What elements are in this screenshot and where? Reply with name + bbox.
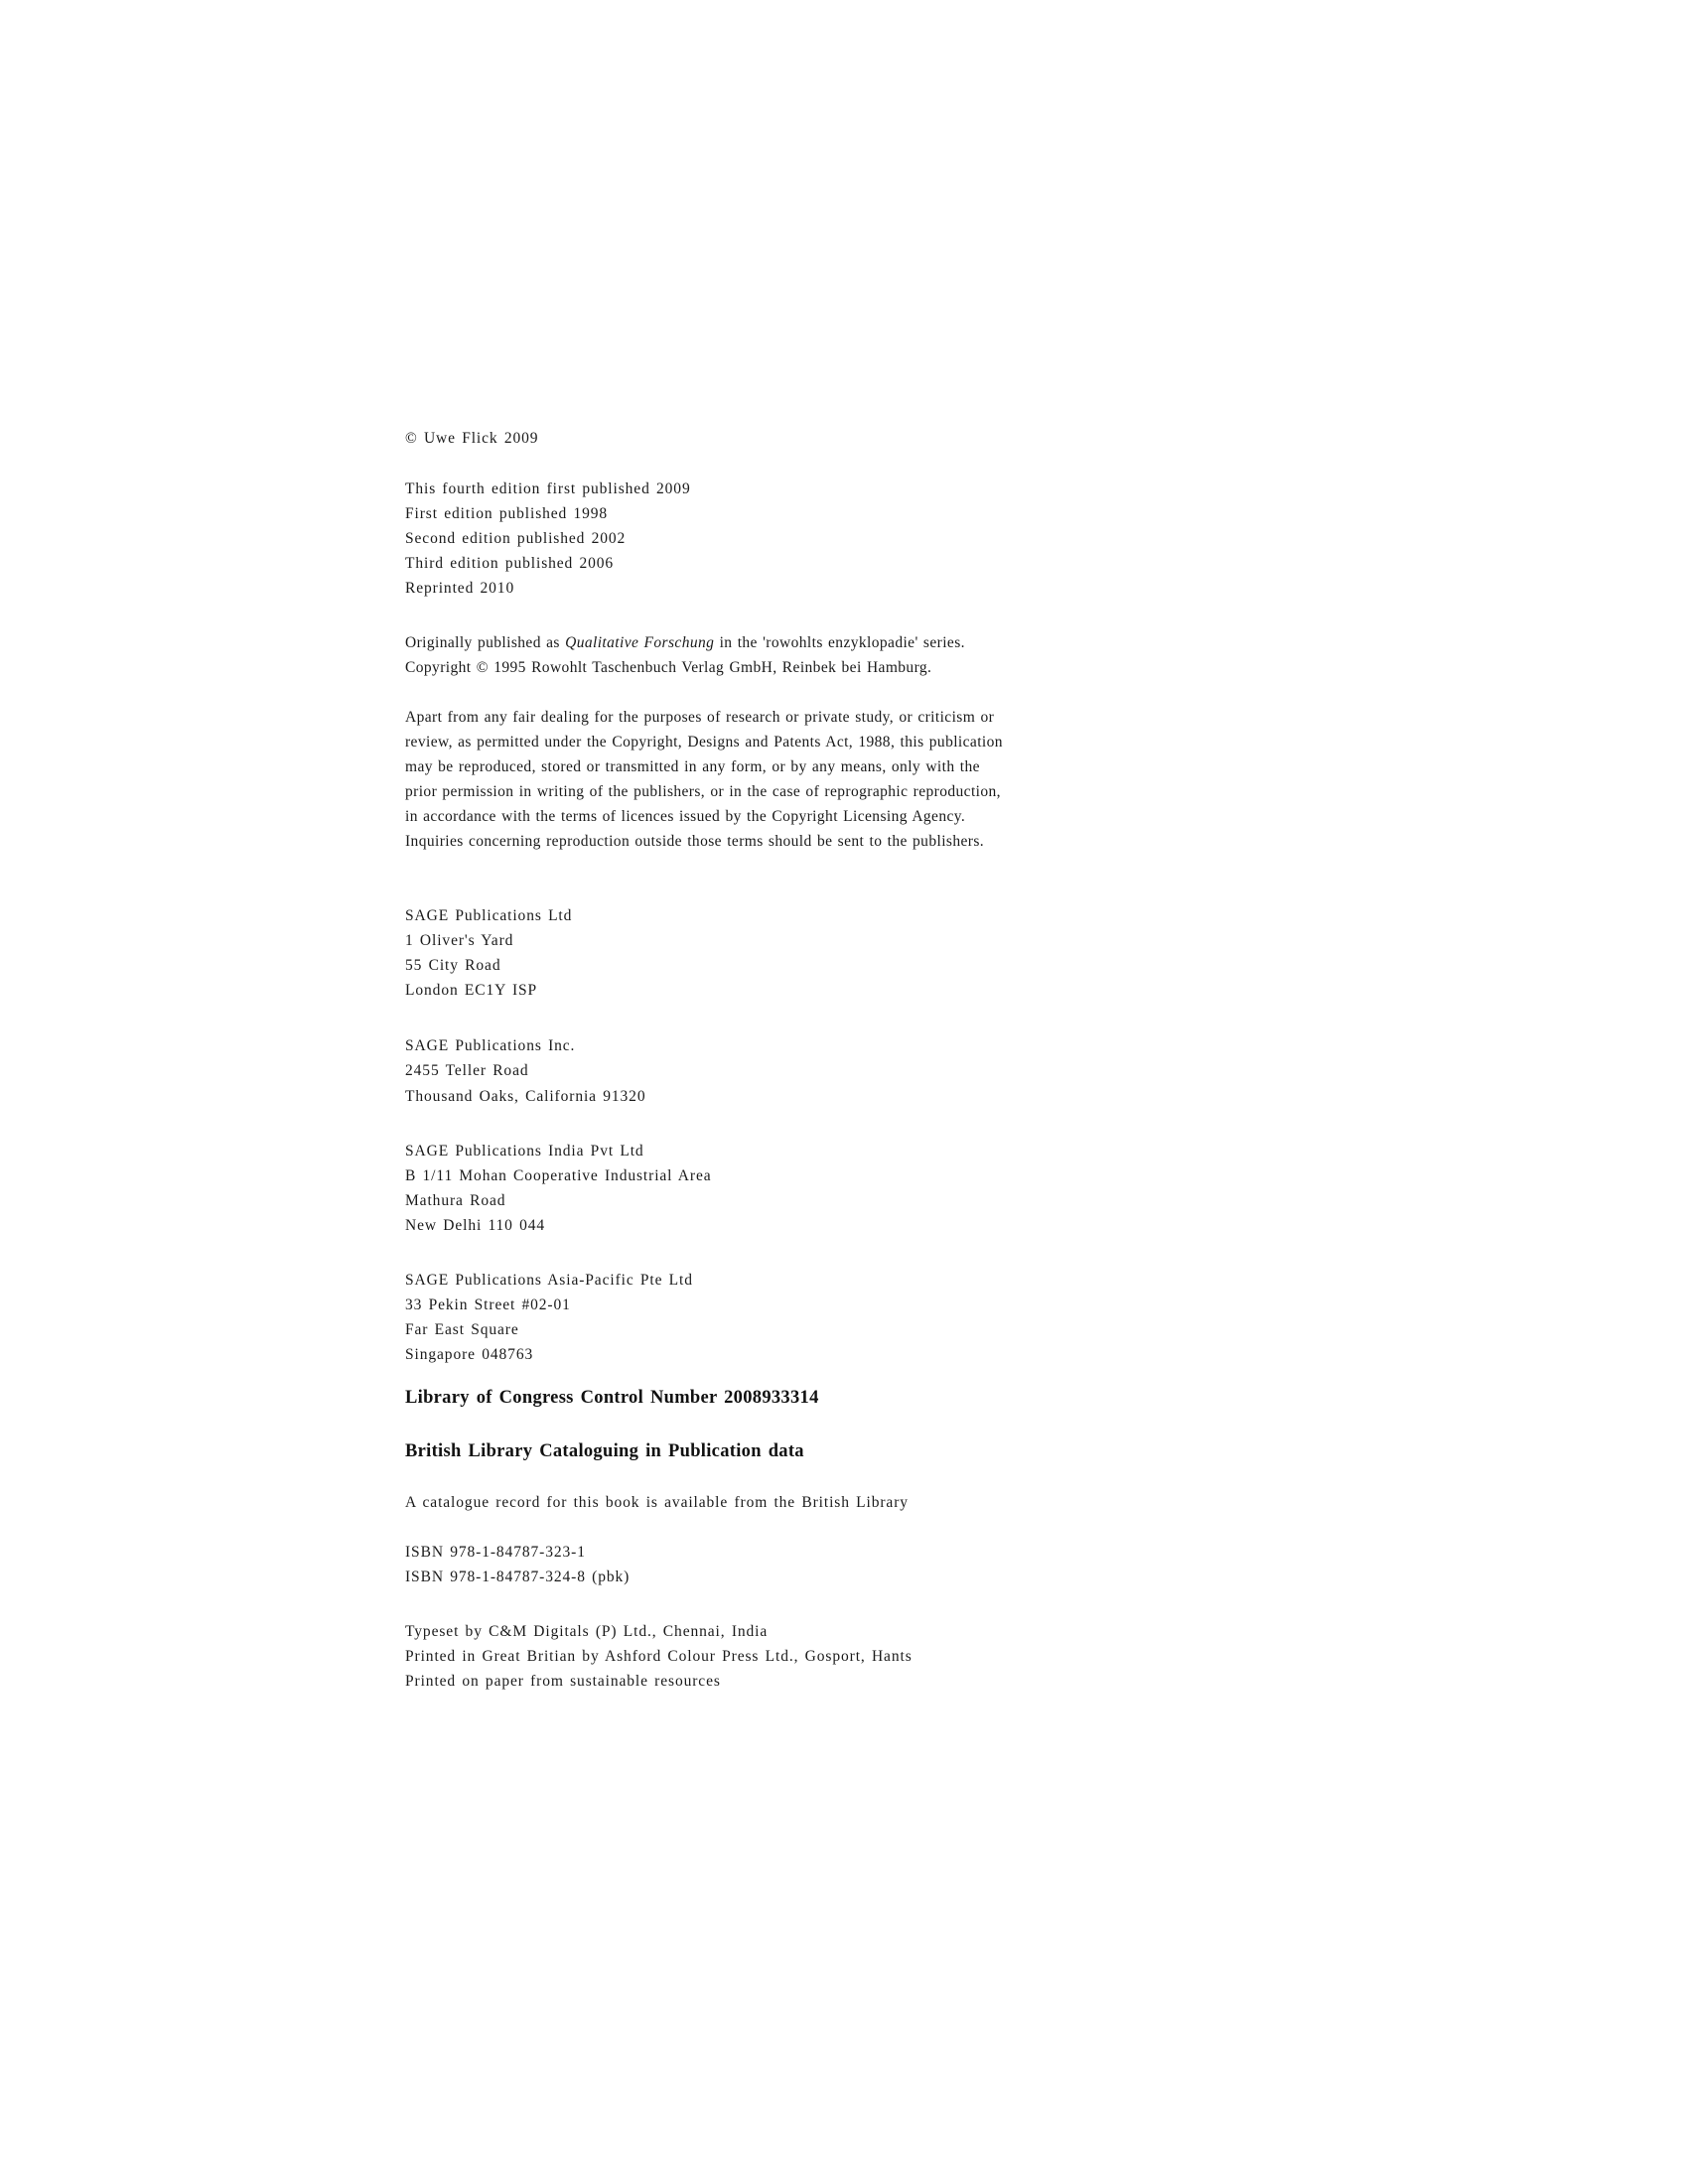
original-suffix: in the 'rowohlts enzyklopadie' series. [714, 634, 965, 651]
address-line: 2455 Teller Road [405, 1062, 529, 1079]
address-line: SAGE Publications India Pvt Ltd [405, 1143, 644, 1160]
production-line: Printed on paper from sustainable resources [405, 1673, 721, 1690]
address-line: SAGE Publications Inc. [405, 1037, 576, 1054]
edition-line: Third edition published 2006 [405, 555, 615, 572]
rights-line: Apart from any fair dealing for the purposes of research or private study, or criticism or [405, 709, 995, 726]
address-line: SAGE Publications Ltd [405, 907, 573, 924]
address-line: Mathura Road [405, 1192, 506, 1209]
rights-line: in accordance with the terms of licences issued by the Copyright Licensing Agency. [405, 808, 966, 825]
production-line: Printed in Great Britian by Ashford Colour Press Ltd., Gosport, Hants [405, 1648, 913, 1665]
rights-line: prior permission in writing of the publishers, or in the case of reprographic reproduction, [405, 783, 1001, 800]
edition-line: Reprinted 2010 [405, 580, 515, 597]
address-line: New Delhi 110 044 [405, 1217, 546, 1234]
address-line: 1 Oliver's Yard [405, 932, 514, 949]
address-line: SAGE Publications Asia-Pacific Pte Ltd [405, 1272, 693, 1289]
original-copyright-line: Copyright © 1995 Rowohlt Taschenbuch Verlag GmbH, Reinbek bei Hamburg. [405, 659, 932, 676]
copyright-author-line: © Uwe Flick 2009 [405, 430, 539, 447]
address-line: Far East Square [405, 1321, 519, 1338]
loc-control-number-heading: Library of Congress Control Number 2008933314 [405, 1388, 819, 1408]
rights-line: Inquiries concerning reproduction outside those terms should be sent to the publishers. [405, 833, 985, 850]
address-line: 55 City Road [405, 957, 501, 974]
rights-line: review, as permitted under the Copyright, Designs and Patents Act, 1988, this publication [405, 734, 1003, 751]
original-prefix: Originally published as [405, 634, 566, 651]
bl-catalogue-record: A catalogue record for this book is available from the British Library [405, 1494, 909, 1511]
address-line: London EC1Y ISP [405, 982, 538, 999]
address-line: Singapore 048763 [405, 1346, 534, 1363]
original-publication-line [405, 633, 965, 653]
isbn-line: ISBN 978-1-84787-323-1 [405, 1544, 586, 1561]
address-line: 33 Pekin Street #02-01 [405, 1297, 571, 1313]
address-line: B 1/11 Mohan Cooperative Industrial Area [405, 1167, 712, 1184]
production-line: Typeset by C&M Digitals (P) Ltd., Chennai, India [405, 1623, 769, 1640]
isbn-line: ISBN 978-1-84787-324-8 (pbk) [405, 1569, 631, 1585]
bl-cip-heading: British Library Cataloguing in Publication data [405, 1441, 804, 1461]
edition-line: First edition published 1998 [405, 505, 609, 522]
rights-line: may be reproduced, stored or transmitted in any form, or by any means, only with the [405, 758, 980, 775]
address-line: Thousand Oaks, California 91320 [405, 1088, 646, 1105]
edition-line: This fourth edition first published 2009 [405, 480, 691, 497]
edition-line: Second edition published 2002 [405, 530, 627, 547]
original-title: Qualitative Forschung [565, 634, 715, 651]
